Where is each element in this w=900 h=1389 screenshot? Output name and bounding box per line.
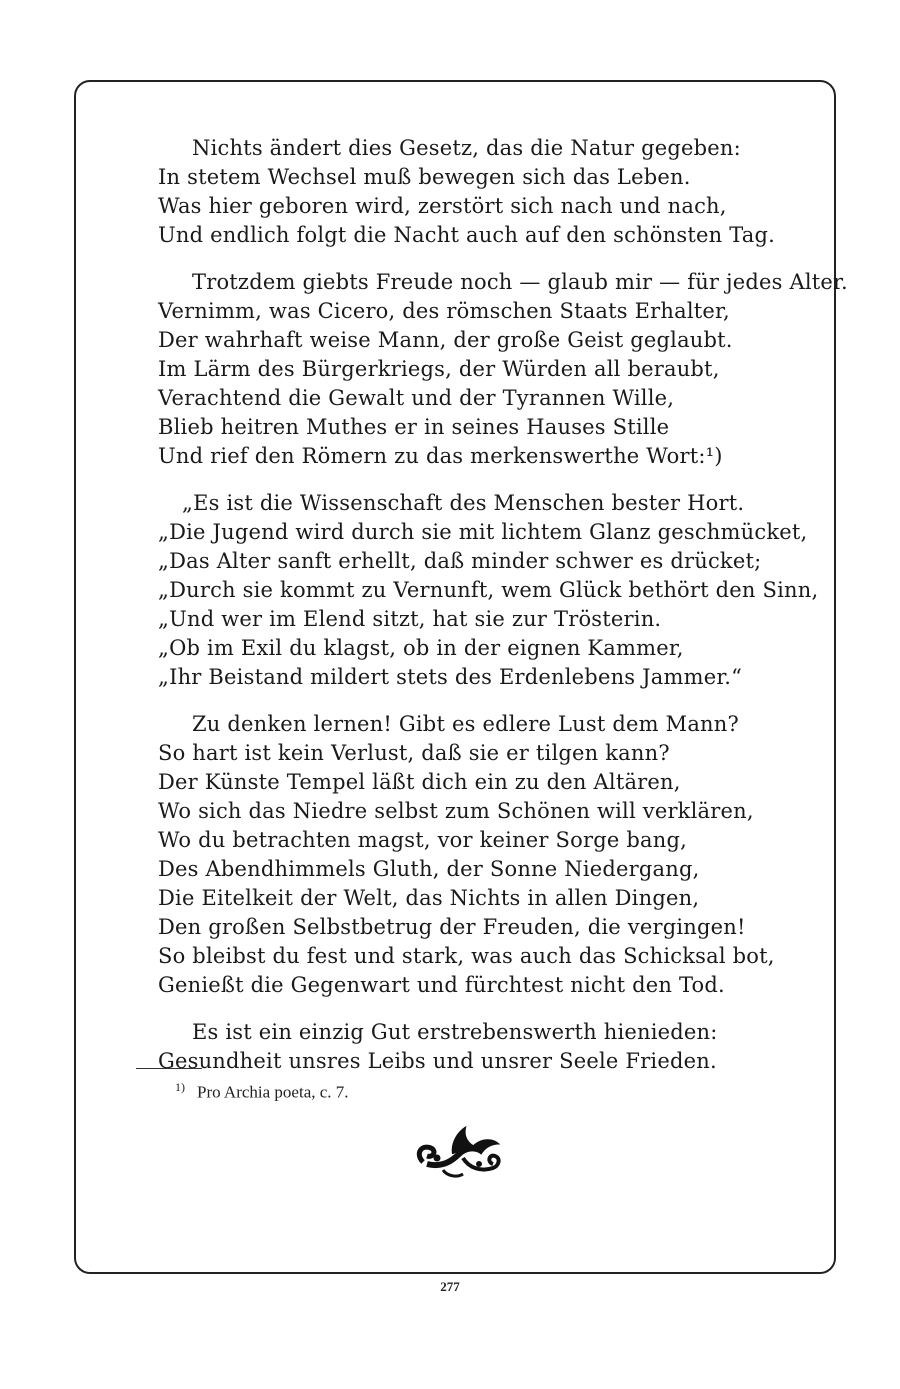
poem-line: Vernimm, was Cicero, des römschen Staats Erhalter, <box>158 299 730 323</box>
poem-line: Der Künste Tempel läßt dich ein zu den Altären, <box>158 770 681 794</box>
stanza-3 <box>158 489 819 692</box>
stanza-1 <box>158 134 798 250</box>
poem-line: Wo sich das Niedre selbst zum Schönen will verklären, <box>158 799 754 823</box>
footnote-text: Pro Archia poeta, c. 7. <box>197 1082 349 1102</box>
poem-line: So bleibst du fest und stark, was auch das Schicksal bot, <box>158 944 775 968</box>
footnote <box>175 1080 349 1103</box>
poem-line: Genießt die Gegenwart und fürchtest nicht den Tod. <box>158 973 725 997</box>
poem-line: „Die Jugend wird durch sie mit lichtem Glanz geschmücket, <box>158 520 808 544</box>
poem-line: Die Eitelkeit der Welt, das Nichts in allen Dingen, <box>158 886 700 910</box>
poem-line: „Ob im Exil du klagst, ob in der eignen Kammer, <box>158 636 684 660</box>
poem-line: „Es ist die Wissenschaft des Menschen bester Hort. <box>182 491 745 515</box>
poem-line: Im Lärm des Bürgerkriegs, der Würden all beraubt, <box>158 357 720 381</box>
poem-line: Zu denken lernen! Gibt es edlere Lust dem Mann? <box>192 712 739 736</box>
poem-line: Gesundheit unsres Leibs und unsrer Seele Frieden. <box>158 1049 717 1073</box>
footnote-marker: 1) <box>175 1080 185 1094</box>
poem-line: Trotzdem giebts Freude noch — glaub mir — für jedes Alter. <box>192 270 848 294</box>
poem-line: Was hier geboren wird, zerstört sich nach und nach, <box>158 194 727 218</box>
poem-line: Nichts ändert dies Gesetz, das die Natur gegeben: <box>192 136 741 160</box>
poem-line: „Durch sie kommt zu Vernunft, wem Glück bethört den Sinn, <box>158 578 819 602</box>
poem-line: So hart ist kein Verlust, daß sie er tilgen kann? <box>158 741 670 765</box>
stanza-2 <box>158 268 848 471</box>
floral-ornament-icon <box>413 1124 505 1184</box>
page-number: 277 <box>440 1279 460 1294</box>
poem-line: Es ist ein einzig Gut erstrebenswerth hienieden: <box>192 1020 718 1044</box>
poem-line: „Ihr Beistand mildert stets des Erdenlebens Jammer.“ <box>158 665 743 689</box>
poem <box>158 134 848 1094</box>
footnote-rule <box>136 1068 202 1069</box>
poem-line: Und rief den Römern zu das merkenswerthe Wort:¹) <box>158 444 723 468</box>
poem-line: Den großen Selbstbetrug der Freuden, die vergingen! <box>158 915 746 939</box>
poem-line: Der wahrhaft weise Mann, der große Geist geglaubt. <box>158 328 733 352</box>
poem-line: In stetem Wechsel muß bewegen sich das Leben. <box>158 165 691 189</box>
poem-line: Blieb heitren Muthes er in seines Hauses Stille <box>158 415 670 439</box>
stanza-4 <box>158 710 798 1000</box>
poem-line: „Und wer im Elend sitzt, hat sie zur Trösterin. <box>158 607 662 631</box>
poem-line: „Das Alter sanft erhellt, daß minder schwer es drücket; <box>158 549 762 573</box>
poem-line: Verachtend die Gewalt und der Tyrannen Wille, <box>158 386 675 410</box>
poem-line: Wo du betrachten magst, vor keiner Sorge bang, <box>158 828 687 852</box>
poem-line: Und endlich folgt die Nacht auch auf den schönsten Tag. <box>158 223 776 247</box>
stanza-5 <box>158 1018 798 1076</box>
poem-line: Des Abendhimmels Gluth, der Sonne Niedergang, <box>158 857 700 881</box>
